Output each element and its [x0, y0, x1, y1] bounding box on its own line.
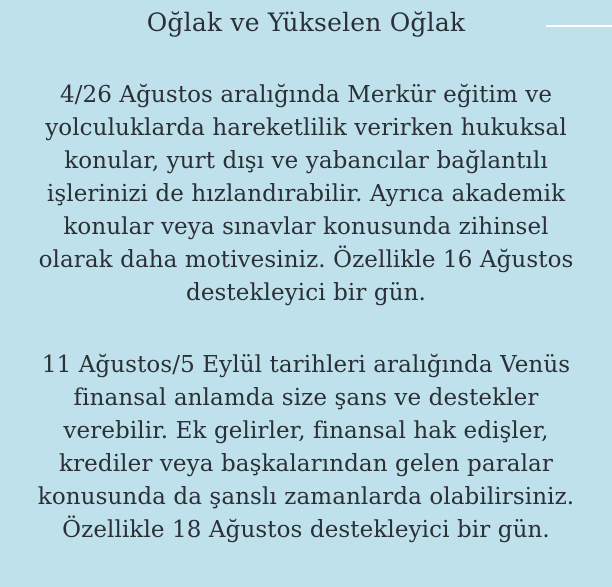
text-line: konular, yurt dışı ve yabancılar bağlantılı — [64, 148, 548, 174]
decorative-line — [546, 25, 612, 27]
text-line: finansal anlamda size şans ve destekler — [73, 385, 539, 411]
text-line: Özellikle 18 Ağustos destekleyici bir gün. — [62, 517, 550, 543]
text-line: olarak daha motivesiniz. Özellikle 16 Ağustos — [38, 247, 574, 273]
text-line: konusunda da şanslı zamanlarda olabilirsiniz. — [37, 484, 575, 510]
text-line: işlerinizi de hızlandırabilir. Ayrıca akademik — [46, 181, 566, 207]
paragraph-mercury — [0, 79, 612, 310]
paragraph-venus — [0, 349, 612, 547]
text-line: verebilir. Ek gelirler, finansal hak edişler, — [63, 418, 549, 444]
text-line: yolculuklarda hareketlilik verirken hukuksal — [45, 115, 567, 141]
text-line: konular veya sınavlar konusunda zihinsel — [63, 214, 549, 240]
text-line: 11 Ağustos/5 Eylül tarihleri aralığında Venüs — [41, 352, 571, 378]
text-line: destekleyici bir gün. — [186, 280, 426, 306]
text-line: 4/26 Ağustos aralığında Merkür eğitim ve — [59, 82, 553, 108]
text-line: krediler veya başkalarından gelen paralar — [59, 451, 553, 477]
page-title: Oğlak ve Yükselen Oğlak — [146, 8, 466, 37]
